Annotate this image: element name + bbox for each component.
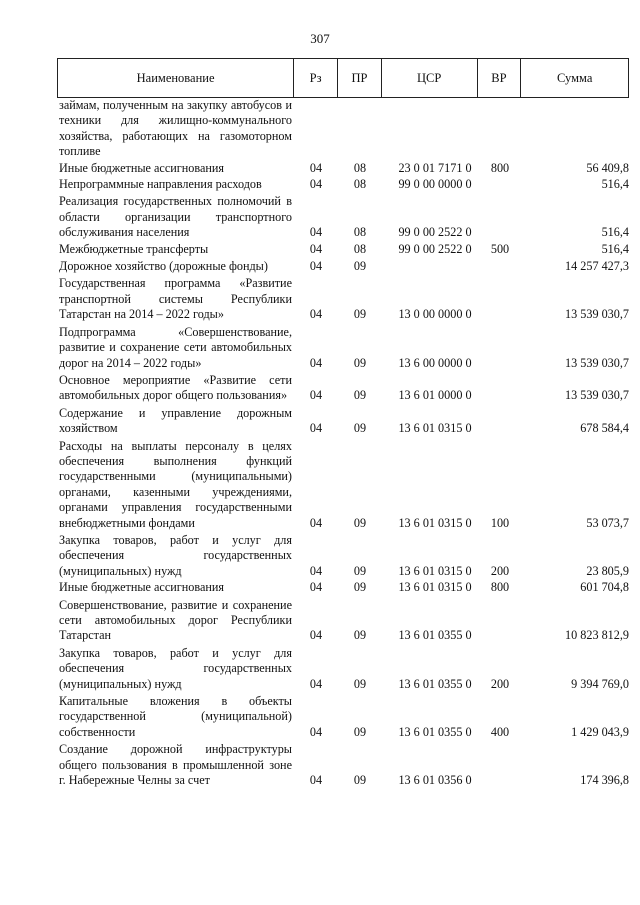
- table-row: [57, 242, 629, 257]
- row-csr: 13 6 01 0315 0: [398, 515, 472, 530]
- header-name: Наименование: [58, 59, 294, 97]
- row-rz: 04: [309, 515, 323, 530]
- row-rz: 04: [309, 628, 323, 643]
- row-sum: 56 409,8: [586, 160, 629, 175]
- table-row: [57, 646, 629, 692]
- header-pr: ПР: [338, 59, 382, 97]
- row-rz: 04: [309, 225, 323, 240]
- row-rz: 04: [309, 724, 323, 739]
- budget-table: [57, 58, 629, 788]
- row-name: Содержание и управление дорожным хозяйством: [59, 405, 292, 436]
- row-sum: 13 539 030,7: [565, 307, 629, 322]
- table-row: [57, 98, 629, 160]
- row-name: Основное мероприятие «Развитие сети автомобильных дорог общего пользования»: [59, 372, 292, 403]
- row-name: Государственная программа «Развитие транспортной системы Республики Татарстан на 2014 – 2022 годы»: [59, 276, 292, 322]
- row-name: Подпрограмма «Совершенствование, развитие и сохранение сети автомобильных дорог на 2014 – 2022 годы»: [59, 324, 292, 370]
- page-number: 307: [310, 31, 330, 46]
- row-rz: 04: [309, 421, 323, 436]
- row-rz: 04: [309, 355, 323, 370]
- table-body: [57, 98, 629, 788]
- row-vr: 800: [490, 580, 510, 595]
- row-vr: 100: [490, 515, 510, 530]
- row-csr: 99 0 00 0000 0: [398, 177, 472, 192]
- table-row: [57, 373, 629, 404]
- row-rz: 04: [309, 177, 323, 192]
- row-vr: 500: [490, 241, 510, 256]
- row-name: Создание дорожной инфраструктуры общего пользования в промышленной зоне г. Набережные Челны за счет: [59, 742, 292, 788]
- table-row: [57, 742, 629, 788]
- row-sum: 516,4: [601, 225, 629, 240]
- row-sum: 13 539 030,7: [565, 355, 629, 370]
- row-name: Иные бюджетные ассигнования: [59, 160, 225, 175]
- row-name: Дорожное хозяйство (дорожные фонды): [59, 259, 268, 274]
- row-name: Закупка товаров, работ и услуг для обеспечения государственных (муниципальных) нужд: [59, 532, 292, 578]
- row-sum: 13 539 030,7: [565, 388, 629, 403]
- table-row: [57, 276, 629, 322]
- row-pr: 09: [353, 355, 367, 370]
- row-vr: 200: [490, 676, 510, 691]
- table-row: [57, 161, 629, 176]
- row-pr: 09: [353, 515, 367, 530]
- row-pr: 08: [353, 177, 367, 192]
- row-sum: 174 396,8: [580, 773, 629, 788]
- row-sum: 516,4: [601, 177, 629, 192]
- header-csr: ЦСР: [382, 59, 478, 97]
- row-name: Непрограммные направления расходов: [59, 177, 262, 192]
- row-sum: 10 823 812,9: [565, 628, 629, 643]
- row-csr: 99 0 00 2522 0: [398, 225, 472, 240]
- row-csr: 13 6 01 0000 0: [398, 388, 472, 403]
- row-sum: 601 704,8: [580, 580, 629, 595]
- row-csr: 23 0 01 7171 0: [398, 160, 472, 175]
- row-vr: 200: [490, 563, 510, 578]
- table-row: [57, 598, 629, 644]
- row-csr: 13 6 01 0356 0: [398, 773, 472, 788]
- row-pr: 09: [353, 563, 367, 578]
- row-name: Совершенствование, развитие и сохранение сети автомобильных дорог Республики Татарстан: [59, 597, 292, 643]
- row-sum: 14 257 427,3: [565, 259, 629, 274]
- row-csr: 13 6 01 0355 0: [398, 628, 472, 643]
- row-csr: 13 0 00 0000 0: [398, 307, 472, 322]
- table-header: [57, 58, 629, 98]
- row-rz: 04: [309, 307, 323, 322]
- row-sum: 9 394 769,0: [571, 676, 629, 691]
- row-pr: 09: [353, 307, 367, 322]
- row-pr: 09: [353, 388, 367, 403]
- row-name: Закупка товаров, работ и услуг для обеспечения государственных (муниципальных) нужд: [59, 645, 292, 691]
- row-name: Иные бюджетные ассигнования: [59, 580, 225, 595]
- row-rz: 04: [309, 773, 323, 788]
- row-name: Реализация государственных полномочий в области организации транспортного обслуживания населения: [59, 194, 292, 240]
- row-pr: 08: [353, 241, 367, 256]
- row-rz: 04: [309, 241, 323, 256]
- row-rz: 04: [309, 388, 323, 403]
- table-row: [57, 259, 629, 274]
- row-sum: 516,4: [601, 241, 629, 256]
- row-sum: 23 805,9: [586, 563, 629, 578]
- table-row: [57, 325, 629, 371]
- row-pr: 09: [353, 676, 367, 691]
- row-pr: 09: [353, 259, 367, 274]
- table-row: [57, 533, 629, 579]
- row-vr: 400: [490, 724, 510, 739]
- row-pr: 09: [353, 724, 367, 739]
- row-rz: 04: [309, 259, 323, 274]
- row-pr: 09: [353, 580, 367, 595]
- table-row: [57, 177, 629, 192]
- row-pr: 09: [353, 773, 367, 788]
- row-csr: 13 6 00 0000 0: [398, 355, 472, 370]
- row-csr: 13 6 01 0355 0: [398, 724, 472, 739]
- table-row: [57, 580, 629, 595]
- table-row: [57, 194, 629, 240]
- header-rz: Рз: [294, 59, 338, 97]
- row-pr: 09: [353, 628, 367, 643]
- row-csr: 13 6 01 0355 0: [398, 676, 472, 691]
- table-row: [57, 694, 629, 740]
- row-pr: 08: [353, 225, 367, 240]
- row-csr: 13 6 01 0315 0: [398, 563, 472, 578]
- row-name: Расходы на выплаты персоналу в целях обеспечения выполнения функций государственными (муниципальными) органами, казенными учреждениями, органами управления государственными внебюджетными фондами: [59, 438, 292, 530]
- row-name: Межбюджетные трансферты: [59, 241, 209, 256]
- header-sum: Сумма: [556, 70, 593, 85]
- row-csr: 13 6 01 0315 0: [398, 580, 472, 595]
- row-sum: 678 584,4: [580, 421, 629, 436]
- row-vr: 800: [490, 160, 510, 175]
- row-sum: 1 429 043,9: [571, 724, 629, 739]
- row-pr: 08: [353, 160, 367, 175]
- row-rz: 04: [309, 563, 323, 578]
- header-vr: ВР: [478, 59, 522, 97]
- table-row: [57, 439, 629, 531]
- row-rz: 04: [309, 580, 323, 595]
- table-row: [57, 406, 629, 437]
- row-rz: 04: [309, 160, 323, 175]
- row-sum: 53 073,7: [586, 515, 629, 530]
- row-name: займам, полученным на закупку автобусов и техники для жилищно-коммунального хозяйства, работающих на газомоторном топливе: [59, 98, 292, 159]
- row-csr: 99 0 00 2522 0: [398, 241, 472, 256]
- row-name: Капитальные вложения в объекты государственной (муниципальной) собственности: [59, 694, 292, 739]
- row-pr: 09: [353, 421, 367, 436]
- row-csr: 13 6 01 0315 0: [398, 421, 472, 436]
- row-rz: 04: [309, 676, 323, 691]
